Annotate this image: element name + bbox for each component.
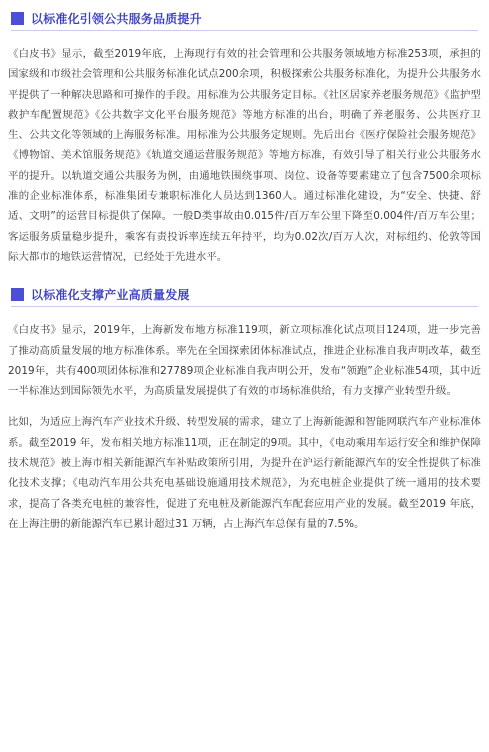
paragraph-public-service: 《白皮书》显示，截至2019年底，上海现行有效的社会管理和公共服务领域地方标准253项，承担的国家级和市级社会管理和公共服务标准化试点200余项，积极探索公共服务标准化，为提升公共服务水平提供了一种解决思路和可操作的手段。用标准为公共服务定目标。《社区居家养老服务规范》《监护型救护车配置规范》《公共数字文化平台服务规范》等地方标准的出台，明确了养老服务、公共医疗卫生、公共文化等领域的上海服务标准。用标准为公共服务定规则。先后出台《医疗保险社会服务规范》《博物馆、美术馆服务规范》《轨道交通运营服务规范》等地方标准，有效引导了相关行业公共服务水平的提升。以轨道交通公共服务为例，由通地铁围绕事项、岗位、设备等要素建立了包含7500余项标准的企业标准体系，标准集团专兼职标准化人员达到1360人。通过标准化建设，为“安全、快捷、舒适、文明”的运营目标提供了保障。一般D类事故由0.015件/百万车公里下降至0.004件/百万车公里；客运服务质量稳步提升，乘客有责投诉率连续五年持平，均为0.02次/百万人次，对标纽约、伦敦等国际大都市的地铁运营情况，已经处于先进水平。 xyxy=(8,48,481,263)
section-header-public-service xyxy=(11,6,478,31)
paragraph-industry-standards: 《白皮书》显示，2019年，上海新发布地方标准119项，新立项标准化试点项目124项，进一步完善了推动高质量发展的地方标准体系。率先在全国探索团体标准试点，推进企业标准自我声明改革，截至2019年，共有400项团体标准和27789项企业标准自我声明公开，发布“领跑”企业标准54项，其中近一半标准达到国际领先水平，为高质量发展提供了有效的市场标准供给，有力支撑产业转型升级。 xyxy=(8,324,481,398)
section-marker-icon xyxy=(11,12,24,25)
section-header-industry xyxy=(11,282,478,307)
section-title: 以标准化引领公共服务品质提升 xyxy=(31,11,202,26)
paragraph-auto-industry: 比如，为适应上海汽车产业技术升级、转型发展的需求，建立了上海新能源和智能网联汽车产业标准体系。截至2019 年，发布相关地方标准11项，正在制定的9项。其中，《电动乘用车运行安全和维护保障技术规范》被上海市相关新能源汽车补贴政策所引用，为提升在沪运行新能源汽车的安全性提供了标准化技术支撑；《电动汽车用公共充电基础设施通用技术规范》，为充电桩企业提供了统一通用的技术要求，提高了各类充电桩的兼容性，促进了充电桩及新能源汽车配套应用产业的发展。截至2019 年底，在上海注册的新能源汽车已累计超过31 万辆，占上海汽车总保有量的7.5%。 xyxy=(8,416,481,530)
section-marker-icon xyxy=(11,288,24,301)
section-title: 以标准化支撑产业高质量发展 xyxy=(31,287,190,302)
article-page xyxy=(0,6,489,752)
